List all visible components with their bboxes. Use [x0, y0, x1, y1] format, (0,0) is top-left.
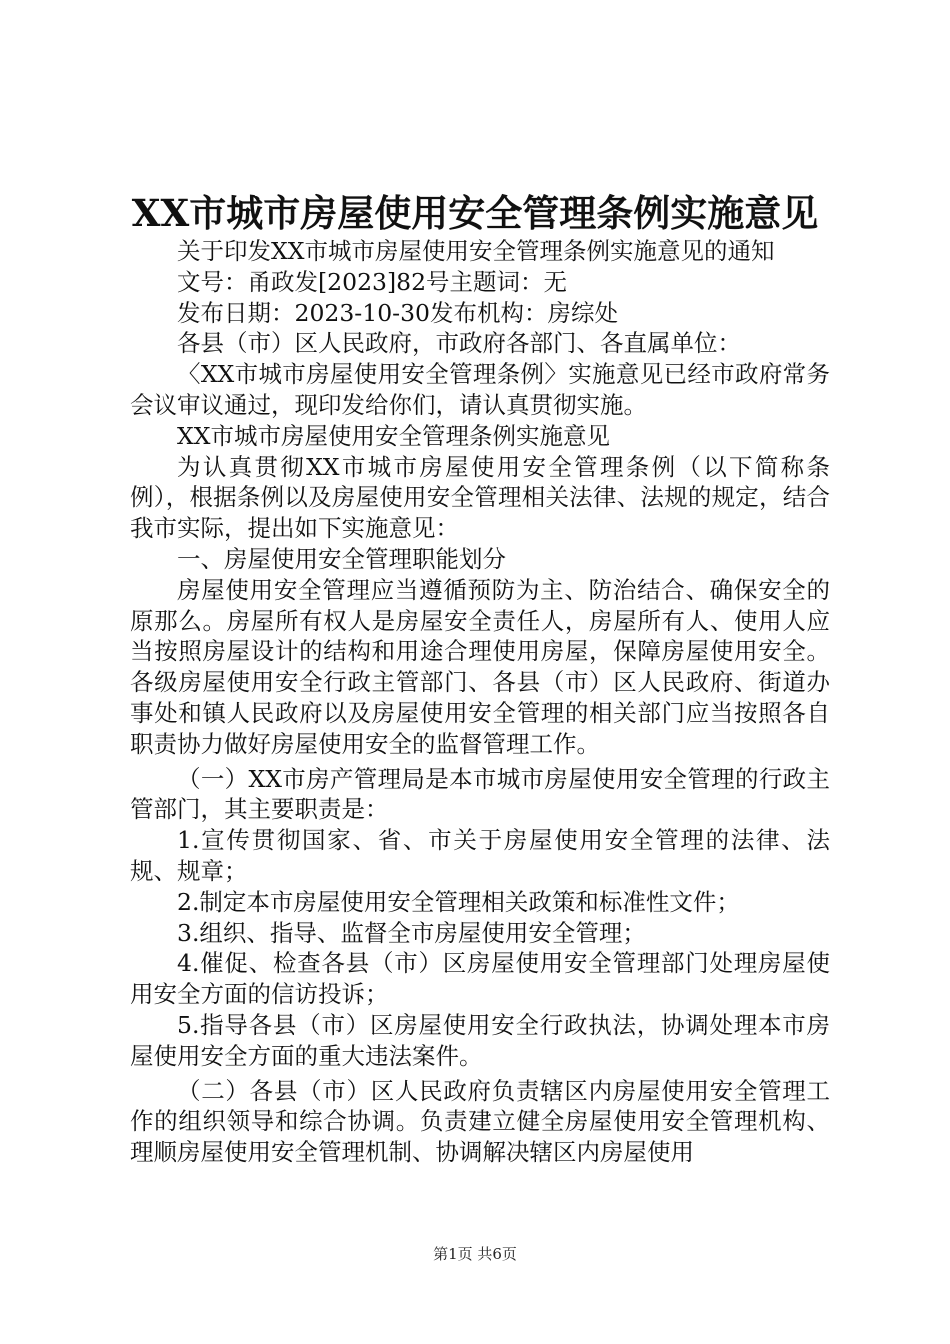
paragraph: 为认真贯彻XX市城市房屋使用安全管理条例（以下简称条例），根据条例以及房屋使用安全管理相关法律、法规的规定，结合我市实际，提出如下实施意见： — [130, 452, 830, 543]
document-body — [130, 236, 830, 1168]
document-number: 文号：甬政发[2023]82号主题词：无 — [177, 267, 568, 296]
paragraph: （二）各县（市）区人民政府负责辖区内房屋使用安全管理工作的组织领导和综合协调。负责建立健全房屋使用安全管理机构、理顺房屋使用安全管理机制、协调解决辖区内房屋使用 — [130, 1076, 830, 1167]
paragraph: 房屋使用安全管理应当遵循预防为主、防治结合、确保安全的原那么。房屋所有权人是房屋安全责任人，房屋所有人、使用人应当按照房屋设计的结构和用途合理使用房屋，保障房屋使用安全。各级房屋使用安全行政主管部门、各县（市）区人民政府、街道办事处和镇人民政府以及房屋使用安全管理的相关部门应当按照各自职责协力做好房屋使用安全的监督管理工作。 — [130, 575, 830, 758]
document-title: XX市城市房屋使用安全管理条例实施意见 — [131, 191, 819, 235]
paragraph: （一）XX市房产管理局是本市城市房屋使用安全管理的行政主管部门，其主要职责是： — [130, 764, 830, 824]
list-item: 3.组织、指导、监督全市房屋使用安全管理； — [177, 918, 646, 947]
paragraph: 〈XX市城市房屋使用安全管理条例〉实施意见已经市政府常务会议审议通过，现印发给你们，请认真贯彻实施。 — [130, 360, 830, 419]
section-heading: 一、房屋使用安全管理职能划分 — [177, 544, 506, 573]
list-item: 5.指导各县（市）区房屋使用安全行政执法，协调处理本市房屋使用安全方面的重大违法案件。 — [130, 1010, 830, 1070]
section-title: XX市城市房屋使用安全管理条例实施意见 — [177, 421, 610, 450]
page-footer: 第1页 共6页 — [433, 1245, 517, 1263]
list-item: 1.宣传贯彻国家、省、市关于房屋使用安全管理的法律、法规、规章； — [130, 826, 830, 885]
recipients: 各县（市）区人民政府，市政府各部门、各直属单位： — [177, 329, 741, 358]
notice-heading: 关于印发XX市城市房屋使用安全管理条例实施意见的通知 — [177, 237, 775, 265]
list-item: 2.制定本市房屋使用安全管理相关政策和标准性文件； — [177, 887, 740, 916]
publish-info: 发布日期：2023-10-30发布机构：房综处 — [177, 298, 618, 327]
list-item: 4.催促、检查各县（市）区房屋使用安全管理部门处理房屋使用安全方面的信访投诉； — [130, 949, 830, 1009]
